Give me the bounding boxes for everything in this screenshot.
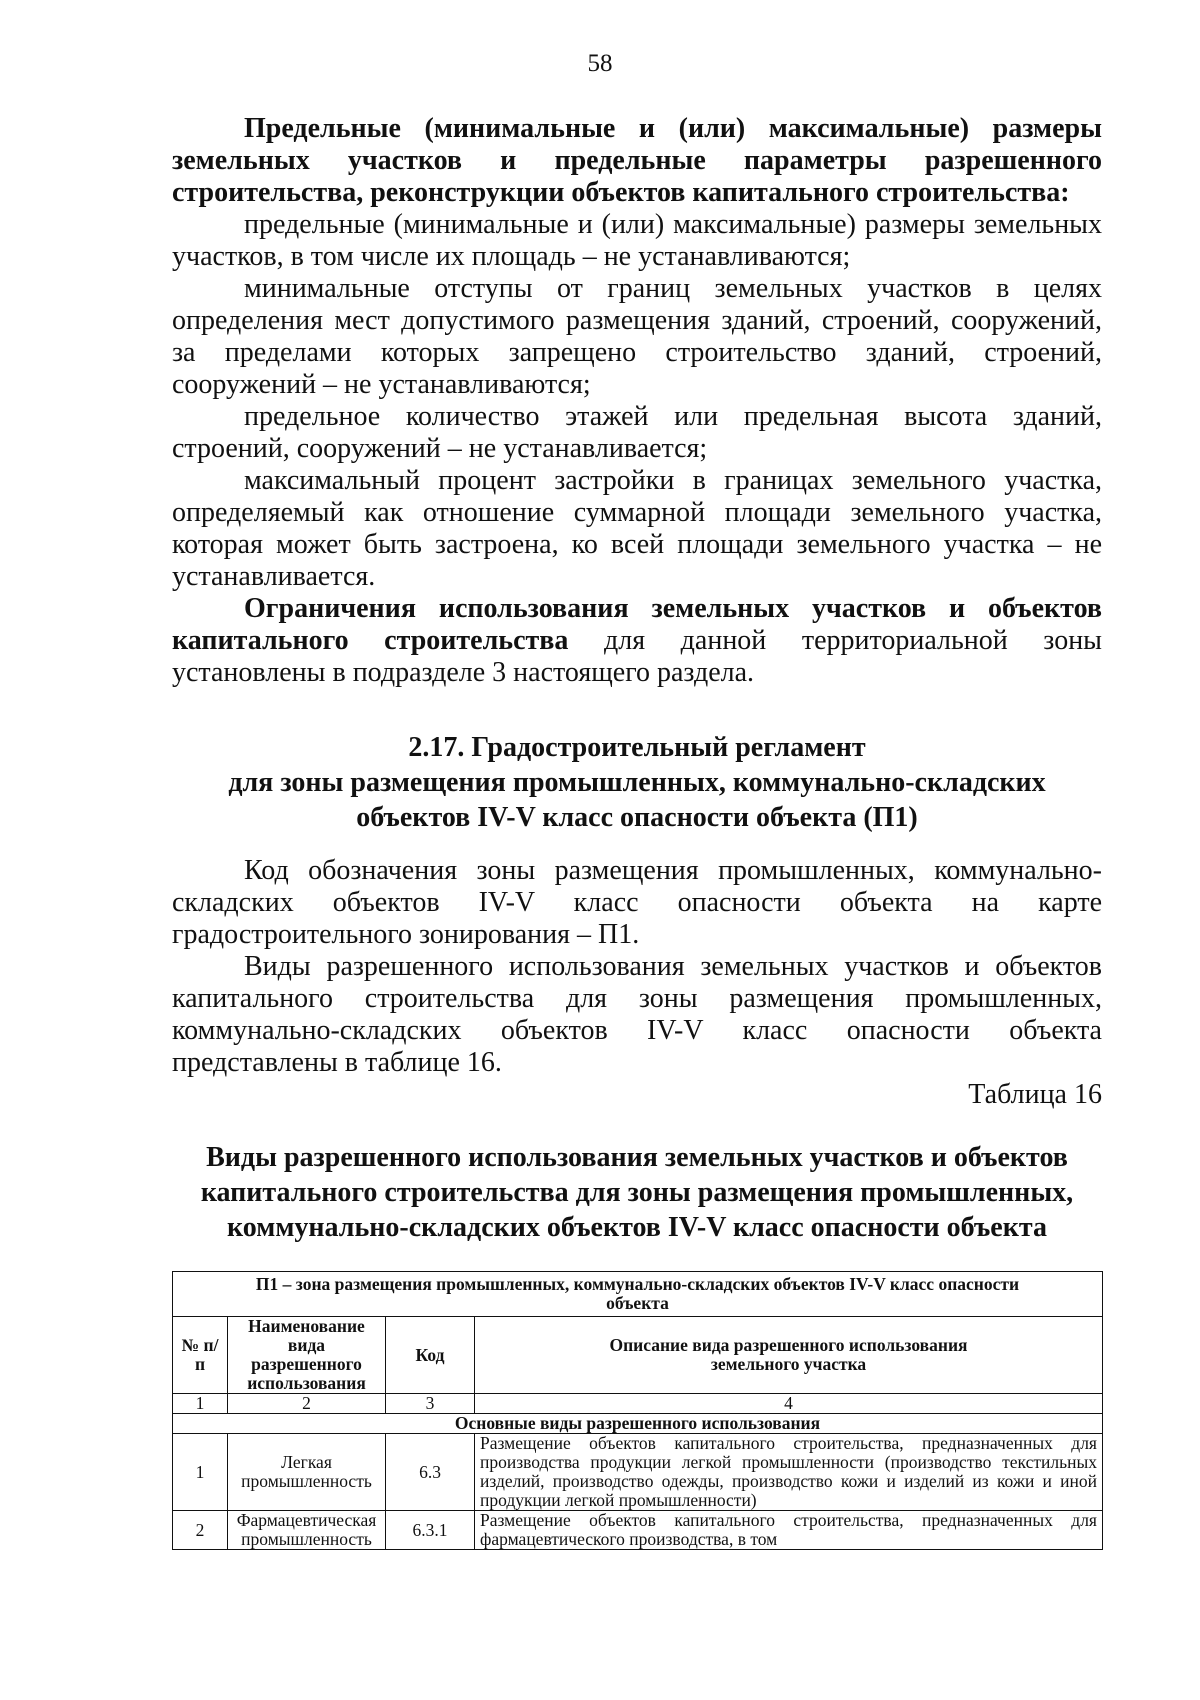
column-number: 3 (386, 1394, 475, 1414)
row-code: 6.3 (386, 1434, 475, 1511)
row-num: 1 (173, 1434, 228, 1511)
section-heading-line: для зоны размещения промышленных, коммунально-складских (228, 767, 1046, 798)
paragraph: максимальный процент застройки в границах земельного участка, определяемый как отношение суммарной площади земельного участка, которая может быть застроена, ко всей площади земельного участка – не устанавливается. (172, 465, 1102, 592)
restrictions-paragraph (172, 593, 1102, 689)
paragraph: Виды разрешенного использования земельных участков и объектов капитального строительства для зоны размещения промышленных, коммунально-складских объектов IV-V класс опасности объекта представлены в таблице 16. (172, 951, 1102, 1078)
row-name: Легкая промышленность (228, 1434, 386, 1511)
column-header-code: Код (386, 1317, 475, 1394)
zone-header: П1 – зона размещения промышленных, коммунально-складских объектов IV-V класс опасности объекта (173, 1272, 1103, 1317)
column-header-name: Наименование вида разрешенного использования (228, 1317, 386, 1394)
column-header-desc: Описание вида разрешенного использования земельного участка (475, 1317, 1103, 1394)
column-number-row (173, 1394, 1103, 1414)
table-row (173, 1511, 1103, 1550)
limits-heading: Предельные (минимальные и (или) максимальные) размеры земельных участков и предельные параметры разрешенного строительства, реконструкции объектов капитального строительства: (172, 113, 1102, 208)
restrictions-rest: для данной территориальной зоны установлены в подразделе 3 настоящего раздела. (172, 625, 1102, 688)
page-number: 58 (587, 50, 613, 77)
row-num: 2 (173, 1511, 228, 1550)
table-title (172, 1140, 1102, 1245)
section-heading-line: объектов IV-V класс опасности объекта (П1) (356, 802, 918, 833)
table-label: Таблица 16 (968, 1079, 1102, 1110)
row-desc: Размещение объектов капитального строительства, предназначенных для фармацевтического производства, в том (475, 1511, 1103, 1550)
column-header-num: № п/п (173, 1317, 228, 1394)
column-number: 1 (173, 1394, 228, 1414)
row-name: Фармацевтическая промышленность (228, 1511, 386, 1550)
column-header-row (173, 1317, 1103, 1394)
limits-block (172, 113, 1102, 689)
section-heading (172, 730, 1102, 835)
row-code: 6.3.1 (386, 1511, 475, 1550)
column-number: 2 (228, 1394, 386, 1414)
land-use-table (172, 1271, 1103, 1550)
table-title-line: капитального строительства для зоны размещения промышленных, (200, 1177, 1074, 1208)
column-number: 4 (475, 1394, 1103, 1414)
row-desc: Размещение объектов капитального строительства, предназначенных для производства продукции легкой промышленности (производство текстильных изделий, производство одежды, производство кожи и изделий из кожи и иной продукции легкой промышленности) (475, 1434, 1103, 1511)
paragraph: предельное количество этажей или предельная высота зданий, строений, сооружений – не устанавливается; (172, 401, 1102, 464)
subheader-row (173, 1414, 1103, 1434)
body-block (172, 855, 1102, 1111)
paragraph: Код обозначения зоны размещения промышленных, коммунально-складских объектов IV-V класс опасности объекта на карте градостроительного зонирования – П1. (172, 855, 1102, 950)
section-heading-line: 2.17. Градостроительный регламент (408, 732, 866, 763)
table-title-line: коммунально-складских объектов IV-V класс опасности объекта (227, 1212, 1047, 1243)
subheader: Основные виды разрешенного использования (173, 1414, 1103, 1434)
restrictions-bold: Ограничения использования земельных участков и объектов капитального строительства (172, 593, 1102, 656)
paragraph: предельные (минимальные и (или) максимальные) размеры земельных участков, в том числе их площадь – не устанавливаются; (172, 209, 1102, 272)
table-row (173, 1434, 1103, 1511)
zone-header-row (173, 1272, 1103, 1317)
table-title-line: Виды разрешенного использования земельных участков и объектов (206, 1142, 1068, 1173)
paragraph: минимальные отступы от границ земельных участков в целях определения мест допустимого размещения зданий, строений, сооружений, за пределами которых запрещено строительство зданий, строений, сооружений – не устанавливаются; (172, 273, 1102, 400)
